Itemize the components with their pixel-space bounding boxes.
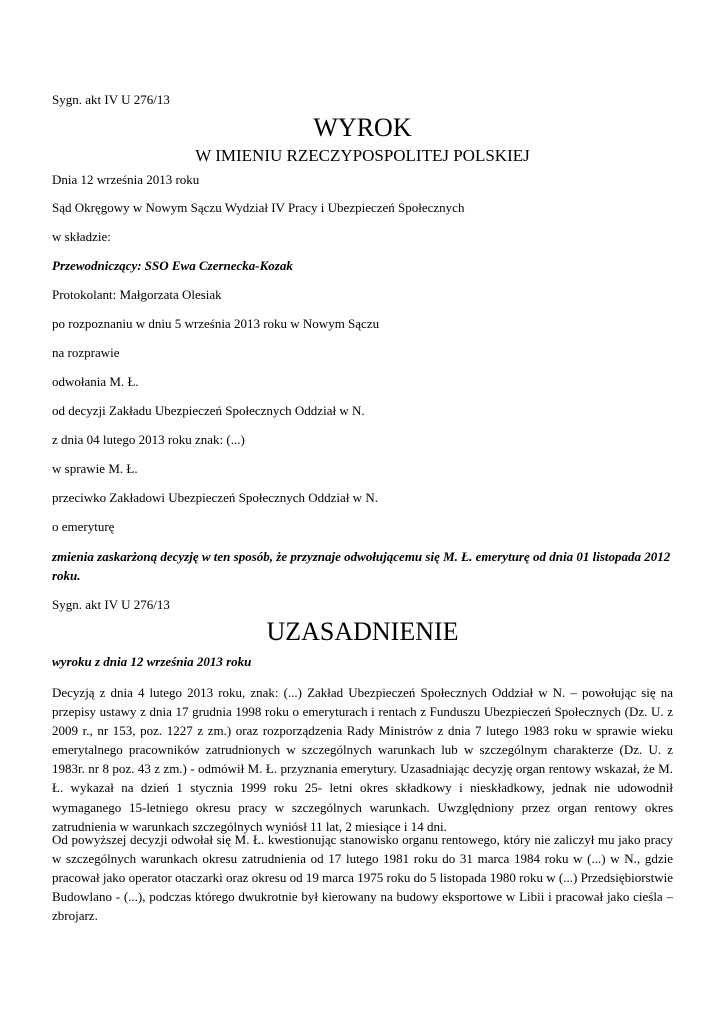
judgment-subtitle: W IMIENIU RZECZYPOSPOLITEJ POLSKIEJ (195, 146, 530, 165)
justification-subtitle: wyroku z dnia 12 września 2013 roku (52, 654, 252, 669)
court-clerk: Protokolant: Małgorzata Olesiak (52, 287, 222, 302)
justification-paragraph-1: Decyzją z dnia 4 lutego 2013 roku, znak: (...) Zakład Ubezpieczeń Społecznych Oddział w N. – powołując się na przepisy ustawy z dnia 17 grudnia 1998 roku o emeryturach i rentach z Funduszu Ubezpieczeń Społecznych (Dz. U. z 2009 r., nr 153, poz. 1227 z zm.) oraz rozporządzenia Rady Ministrów z dnia 7 lutego 1983 roku w sprawie wieku emerytalnego pracowników zatrudnionych w szczególnych warunkach lub w szczególnym charakterze (Dz. U. z 1983r. nr 8 poz. 43 z zm.) - odmówił M. Ł. przyznania emerytury. Uzasadniając decyzję organ rentowy wskazał, że M. Ł. wykazał na dzień 1 stycznia 1999 roku 25- letni okres składkowy i nieskładkowy, jednak nie udowodnił wymaganego 15-letniego okresu pracy w szczególnych warunkach. Uwzględniony przez organ rentowy okres zatrudnienia w warunkach szczególnych wyniósł 11 lat, 2 miesiące i 14 dni. (52, 685, 673, 834)
judgment-title: WYROK (313, 113, 412, 142)
composition-label: w składzie: (52, 229, 111, 244)
case-number-justification: Sygn. akt IV U 276/13 (52, 597, 170, 612)
presiding-judge: Przewodniczący: SSO Ewa Czernecka-Kozak (52, 258, 293, 273)
justification-title: UZASADNIENIE (266, 617, 459, 646)
hearing-date: po rozpoznaniu w dniu 5 września 2013 roku w Nowym Sączu (52, 316, 380, 331)
court-name: Sąd Okręgowy w Nowym Sączu Wydział IV Pracy i Ubezpieczeń Społecznych (52, 200, 465, 215)
judgment-date: Dnia 12 września 2013 roku (52, 172, 200, 187)
case-subject: o emeryturę (52, 519, 115, 534)
ruling-text: zmienia zaskarżoną decyzję w ten sposób, że przyznaje odwołującemu się M. Ł. emeryturę od dnia 01 listopada 2012 roku. (52, 549, 671, 583)
decision-date: z dnia 04 lutego 2013 roku znak: (...) (52, 432, 245, 447)
appealed-decision: od decyzji Zakładu Ubezpieczeń Społecznych Oddział w N. (52, 403, 365, 418)
case-matter: w sprawie M. Ł. (52, 461, 138, 476)
opposing-party: przeciwko Zakładowi Ubezpieczeń Społecznych Oddział w N. (52, 490, 378, 505)
justification-paragraph-2: Od powyższej decyzji odwołał się M. Ł. kwestionując stanowisko organu rentowego, który nie zaliczył mu jako pracy w szczególnych warunkach okresu zatrudnienia od 17 lutego 1981 roku do 31 marca 1984 roku w (...) w N., gdzie pracował jako operator otaczarki oraz okresu od 19 marca 1975 roku do 5 listopada 1980 roku w (...) Przedsiębiorstwie Budowlano - (...), podczas którego dwukrotnie był kierowany na budowy eksportowe w Libii i pracował jako cieśla – zbrojarz. (52, 832, 673, 924)
hearing-type: na rozprawie (52, 345, 120, 360)
case-number-top: Sygn. akt IV U 276/13 (52, 92, 170, 107)
appeal-party: odwołania M. Ł. (52, 374, 139, 389)
